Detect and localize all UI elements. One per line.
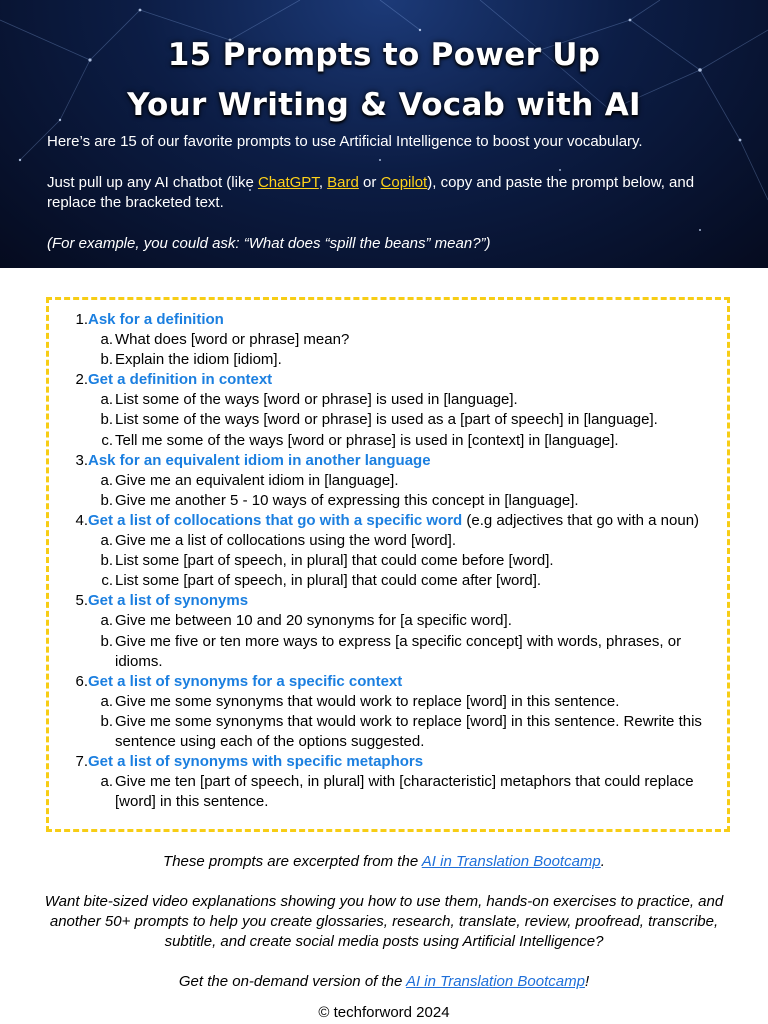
section-number: 6.: [75, 672, 88, 690]
prompt-item: [88, 571, 733, 591]
title-line-2: Your Writing & Vocab with AI: [127, 87, 641, 123]
section-heading: Get a list of collocations that go with a specific word: [88, 511, 463, 529]
item-letter: b.: [100, 411, 113, 429]
item-text: Give me some synonyms that would work to replace [word] in this sentence.: [115, 692, 620, 710]
item-text: List some of the ways [word or phrase] is used as a [part of speech] in [language].: [115, 411, 658, 429]
instructions-tail: ), copy and paste the prompt below, and replace the bracketed text.: [47, 174, 695, 211]
item-letter: b.: [100, 351, 113, 369]
item-text: Give me some synonyms that would work to replace [word] in this sentence. Rewrite this sentence using each of the options suggested.: [115, 712, 702, 750]
prompt-section: [49, 310, 733, 370]
chatgpt-link[interactable]: ChatGPT: [257, 174, 319, 191]
section-heading: Get a definition in context: [88, 371, 273, 389]
section-heading: Get a list of synonyms for a specific context: [88, 672, 403, 690]
copyright: © techforword 2024: [318, 1004, 450, 1021]
prompt-item: [88, 410, 733, 430]
prompt-section: [49, 370, 733, 450]
prompt-section: [49, 672, 733, 752]
item-text: List some of the ways [word or phrase] is used in [language].: [115, 391, 518, 409]
section-number: 2.: [75, 371, 88, 389]
prompt-sublist: [88, 330, 733, 370]
prompt-sublist: [88, 471, 733, 511]
item-letter: a.: [100, 692, 113, 710]
item-letter: a.: [100, 773, 113, 791]
item-letter: a.: [100, 331, 113, 349]
cta-lead: Get the on-demand version of the: [178, 973, 406, 990]
item-letter: b.: [100, 712, 113, 730]
prompt-item: [88, 491, 733, 511]
section-number: 5.: [75, 592, 88, 610]
intro-text: Here’s are 15 of our favorite prompts to use Artificial Intelligence to boost your vocabulary.: [47, 133, 643, 150]
section-number: 3.: [75, 451, 88, 469]
prompt-item: [88, 431, 733, 451]
bootcamp-cta-link[interactable]: AI in Translation Bootcamp: [405, 973, 585, 990]
pitch-text: Want bite-sized video explanations showing you how to use them, hands-on exercises to practice, and another 50+ prompts to help you create glossaries, research, translate, review, proofread, transcribe, subtitle, and create social media posts using Artificial Intelligence?: [44, 893, 724, 950]
section-heading: Ask for a definition: [88, 311, 224, 328]
section-number: 1.: [75, 311, 88, 328]
prompt-item: [88, 712, 733, 752]
item-letter: a.: [100, 391, 113, 409]
prompt-item: [88, 692, 733, 712]
prompt-item: [88, 330, 733, 350]
item-letter: c.: [101, 431, 113, 449]
section-heading: Ask for an equivalent idiom in another language: [88, 451, 431, 469]
section-heading: Get a list of synonyms with specific metaphors: [88, 753, 424, 771]
bootcamp-link[interactable]: AI in Translation Bootcamp: [421, 853, 601, 870]
item-letter: a.: [100, 471, 113, 489]
cta-text: [0, 972, 768, 992]
prompt-item: [88, 471, 733, 491]
prompt-item: [88, 531, 733, 551]
prompt-item: [88, 772, 733, 812]
section-number: 7.: [75, 753, 88, 771]
item-letter: a.: [100, 532, 113, 550]
item-text: Explain the idiom [idiom].: [115, 351, 282, 369]
bard-link[interactable]: Bard: [327, 174, 359, 191]
prompt-list: [49, 310, 733, 812]
prompt-sublist: [88, 772, 733, 812]
item-text: Give me an equivalent idiom in [language].: [115, 471, 399, 489]
prompt-item: [88, 632, 733, 672]
item-text: What does [word or phrase] mean?: [115, 331, 350, 349]
item-text: List some [part of speech, in plural] that could come before [word].: [115, 552, 554, 570]
prompt-sublist: [88, 692, 733, 752]
title-line-1: 15 Prompts to Power Up: [167, 37, 601, 73]
cta-end: !: [584, 973, 590, 990]
separator-comma: ,: [318, 174, 328, 191]
item-text: Give me a list of collocations using the word [word].: [115, 532, 456, 550]
instructions-text: [47, 173, 737, 213]
item-letter: b.: [100, 552, 113, 570]
separator-or: or: [358, 174, 381, 191]
prompts-box: [46, 297, 730, 832]
excerpt-end: .: [600, 853, 605, 870]
excerpt-lead: These prompts are excerpted from the: [163, 853, 422, 870]
section-heading: Get a list of synonyms: [88, 592, 249, 610]
prompt-section: [49, 511, 733, 591]
item-text: Give me between 10 and 20 synonyms for [a specific word].: [115, 612, 512, 630]
prompt-sublist: [88, 390, 733, 450]
prompt-section: [49, 591, 733, 671]
item-text: Give me another 5 - 10 ways of expressing this concept in [language].: [115, 491, 579, 509]
item-letter: b.: [100, 491, 113, 509]
item-text: Give me five or ten more ways to express [a specific concept] with words, phrases, or idioms.: [115, 632, 682, 670]
excerpt-note: [0, 852, 768, 872]
item-text: Tell me some of the ways [word or phrase] is used in [context] in [language].: [115, 431, 619, 449]
item-letter: c.: [101, 572, 113, 590]
item-text: List some [part of speech, in plural] that could come after [word].: [115, 572, 542, 590]
section-number: 4.: [75, 511, 88, 529]
prompt-item: [88, 390, 733, 410]
hero-banner: [0, 0, 768, 268]
section-note: (e.g adjectives that go with a noun): [462, 511, 700, 529]
prompt-section: [49, 752, 733, 812]
prompt-section: [49, 451, 733, 511]
item-text: Give me ten [part of speech, in plural] with [characteristic] metaphors that could replace [word] in this sentence.: [115, 773, 694, 811]
item-letter: a.: [100, 612, 113, 630]
example-text: (For example, you could ask: “What does “spill the beans” mean?”): [47, 235, 491, 252]
prompt-item: [88, 350, 733, 370]
prompt-item: [88, 611, 733, 631]
item-letter: b.: [100, 632, 113, 650]
prompt-sublist: [88, 531, 733, 591]
page-title: [0, 30, 768, 130]
instructions-lead: Just pull up any AI chatbot (like: [47, 174, 258, 191]
prompt-sublist: [88, 611, 733, 671]
copilot-link[interactable]: Copilot: [380, 174, 428, 191]
prompt-item: [88, 551, 733, 571]
